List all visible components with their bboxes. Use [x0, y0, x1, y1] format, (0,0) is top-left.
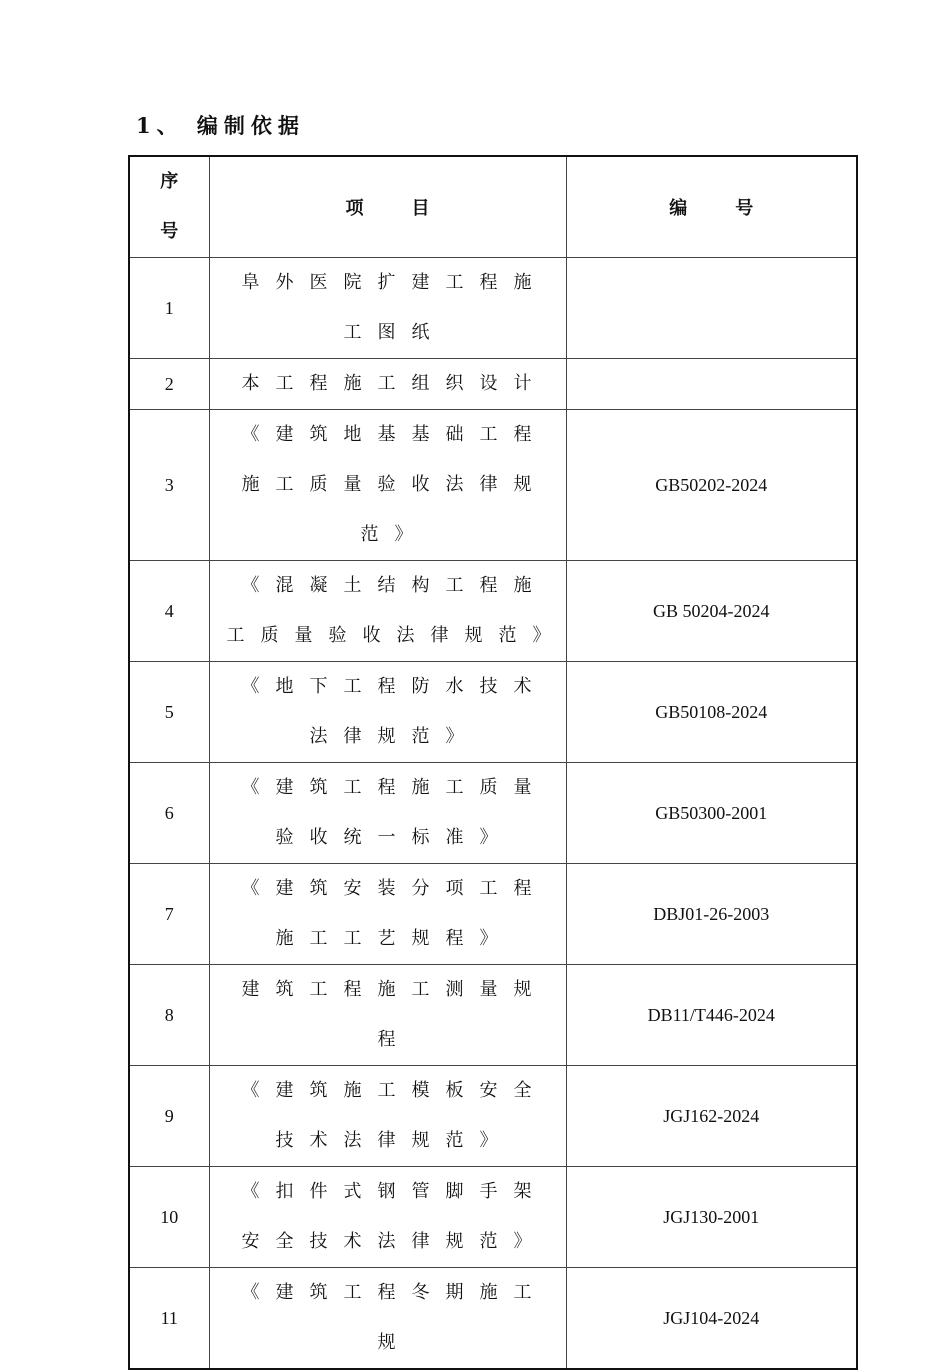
- table-row: [129, 1167, 857, 1268]
- row-no: 11: [129, 1268, 209, 1370]
- row-code: JGJ130-2001: [566, 1167, 857, 1268]
- row-code: JGJ104-2024: [566, 1268, 857, 1370]
- row-no: 9: [129, 1066, 209, 1167]
- table-header-row: [129, 156, 857, 258]
- table-row: [129, 662, 857, 763]
- row-item: 《混凝土结构工程施工质量验收法律规范》: [209, 561, 566, 662]
- row-item: 《建筑地基基础工程施工质量验收法律规范》: [209, 410, 566, 561]
- row-code: [566, 258, 857, 359]
- header-code: 编号: [566, 156, 857, 258]
- table-row: [129, 1066, 857, 1167]
- table-row: [129, 864, 857, 965]
- row-item: 《建筑施工模板安全技术法律规范》: [209, 1066, 566, 1167]
- row-item: 建筑工程施工测量规程: [209, 965, 566, 1066]
- row-no: 3: [129, 410, 209, 561]
- row-item: 《建筑安装分项工程施工工艺规程》: [209, 864, 566, 965]
- table-row: [129, 965, 857, 1066]
- row-item: 《建筑工程施工质量验收统一标准》: [209, 763, 566, 864]
- row-item: 《建筑工程冬期施工规: [209, 1268, 566, 1370]
- row-no: 7: [129, 864, 209, 965]
- row-no: 6: [129, 763, 209, 864]
- header-item: 项目: [209, 156, 566, 258]
- basis-table: [128, 155, 858, 1370]
- row-item: 《扣件式钢管脚手架安全技术法律规范》: [209, 1167, 566, 1268]
- table-row: [129, 561, 857, 662]
- table-row: [129, 1268, 857, 1370]
- table-row: [129, 763, 857, 864]
- header-no: 序号: [129, 156, 209, 258]
- row-item: 阜外医院扩建工程施工图纸: [209, 258, 566, 359]
- row-code: GB50300-2001: [566, 763, 857, 864]
- table-row: [129, 258, 857, 359]
- row-code: GB 50204-2024: [566, 561, 857, 662]
- row-no: 4: [129, 561, 209, 662]
- table-row: [129, 410, 857, 561]
- row-no: 8: [129, 965, 209, 1066]
- row-code: [566, 359, 857, 410]
- row-code: JGJ162-2024: [566, 1066, 857, 1167]
- row-code: GB50202-2024: [566, 410, 857, 561]
- row-no: 5: [129, 662, 209, 763]
- row-code: GB50108-2024: [566, 662, 857, 763]
- row-no: 2: [129, 359, 209, 410]
- row-item: 《地下工程防水技术法律规范》: [209, 662, 566, 763]
- table-row: [129, 359, 857, 410]
- row-item: 本工程施工组织设计: [209, 359, 566, 410]
- section-heading: 1、 编制依据: [136, 113, 305, 138]
- row-code: DB11/T446-2024: [566, 965, 857, 1066]
- row-code: DBJ01-26-2003: [566, 864, 857, 965]
- row-no: 1: [129, 258, 209, 359]
- row-no: 10: [129, 1167, 209, 1268]
